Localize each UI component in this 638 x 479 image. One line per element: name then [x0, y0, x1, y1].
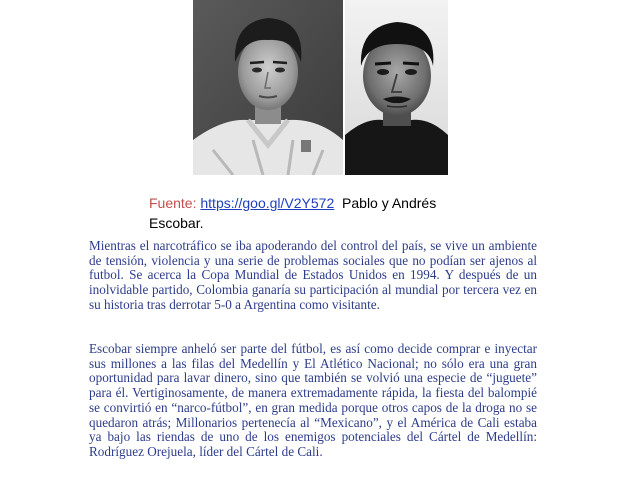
photo-caption [149, 193, 469, 233]
caption-names-line2: Escobar. [149, 215, 204, 231]
paragraph-2: Escobar siempre anheló ser parte del fútbol, es así como decide comprar e inyectar sus millones a las filas del Medellín y El Atlético Nacional; no sólo era una gran oportunidad para lavar dinero, sino que también se volvió una especie de “juguete” para él. Vertiginosamente, de manera extremadamente rápida, la fiesta del balompié se convirtió en “narco-fútbol”, en gran medida porque otros capos de la droga no se quedaron atrás; Millonarios pertenecía al “Mexicano”, y el América de Cali estaba ya bajo las riendas de uno de los enemigos potenciales del Cártel de Medellín: Rodríguez Orejuela, líder del Cártel de Cali. [89, 341, 537, 459]
caption-names-line1: Pablo y Andrés [342, 195, 437, 211]
andres-escobar-photo [193, 0, 343, 175]
source-label: Fuente: [149, 195, 197, 211]
source-link[interactable]: https://goo.gl/V2Y572 [200, 195, 335, 211]
paragraph-1: Mientras el narcotráfico se iba apoderando del control del país, se vive un ambiente de tensión, violencia y una serie de problemas sociales que no podían ser ajenos al futbol. Se acerca la Copa Mundial de Estados Unidos en 1994. Y después de un inolvidable partido, Colombia ganaría su participación al mundial por tercera vez en su historia tras derrotar 5-0 a Argentina como visitante. [89, 238, 537, 312]
pablo-escobar-photo [345, 0, 448, 175]
